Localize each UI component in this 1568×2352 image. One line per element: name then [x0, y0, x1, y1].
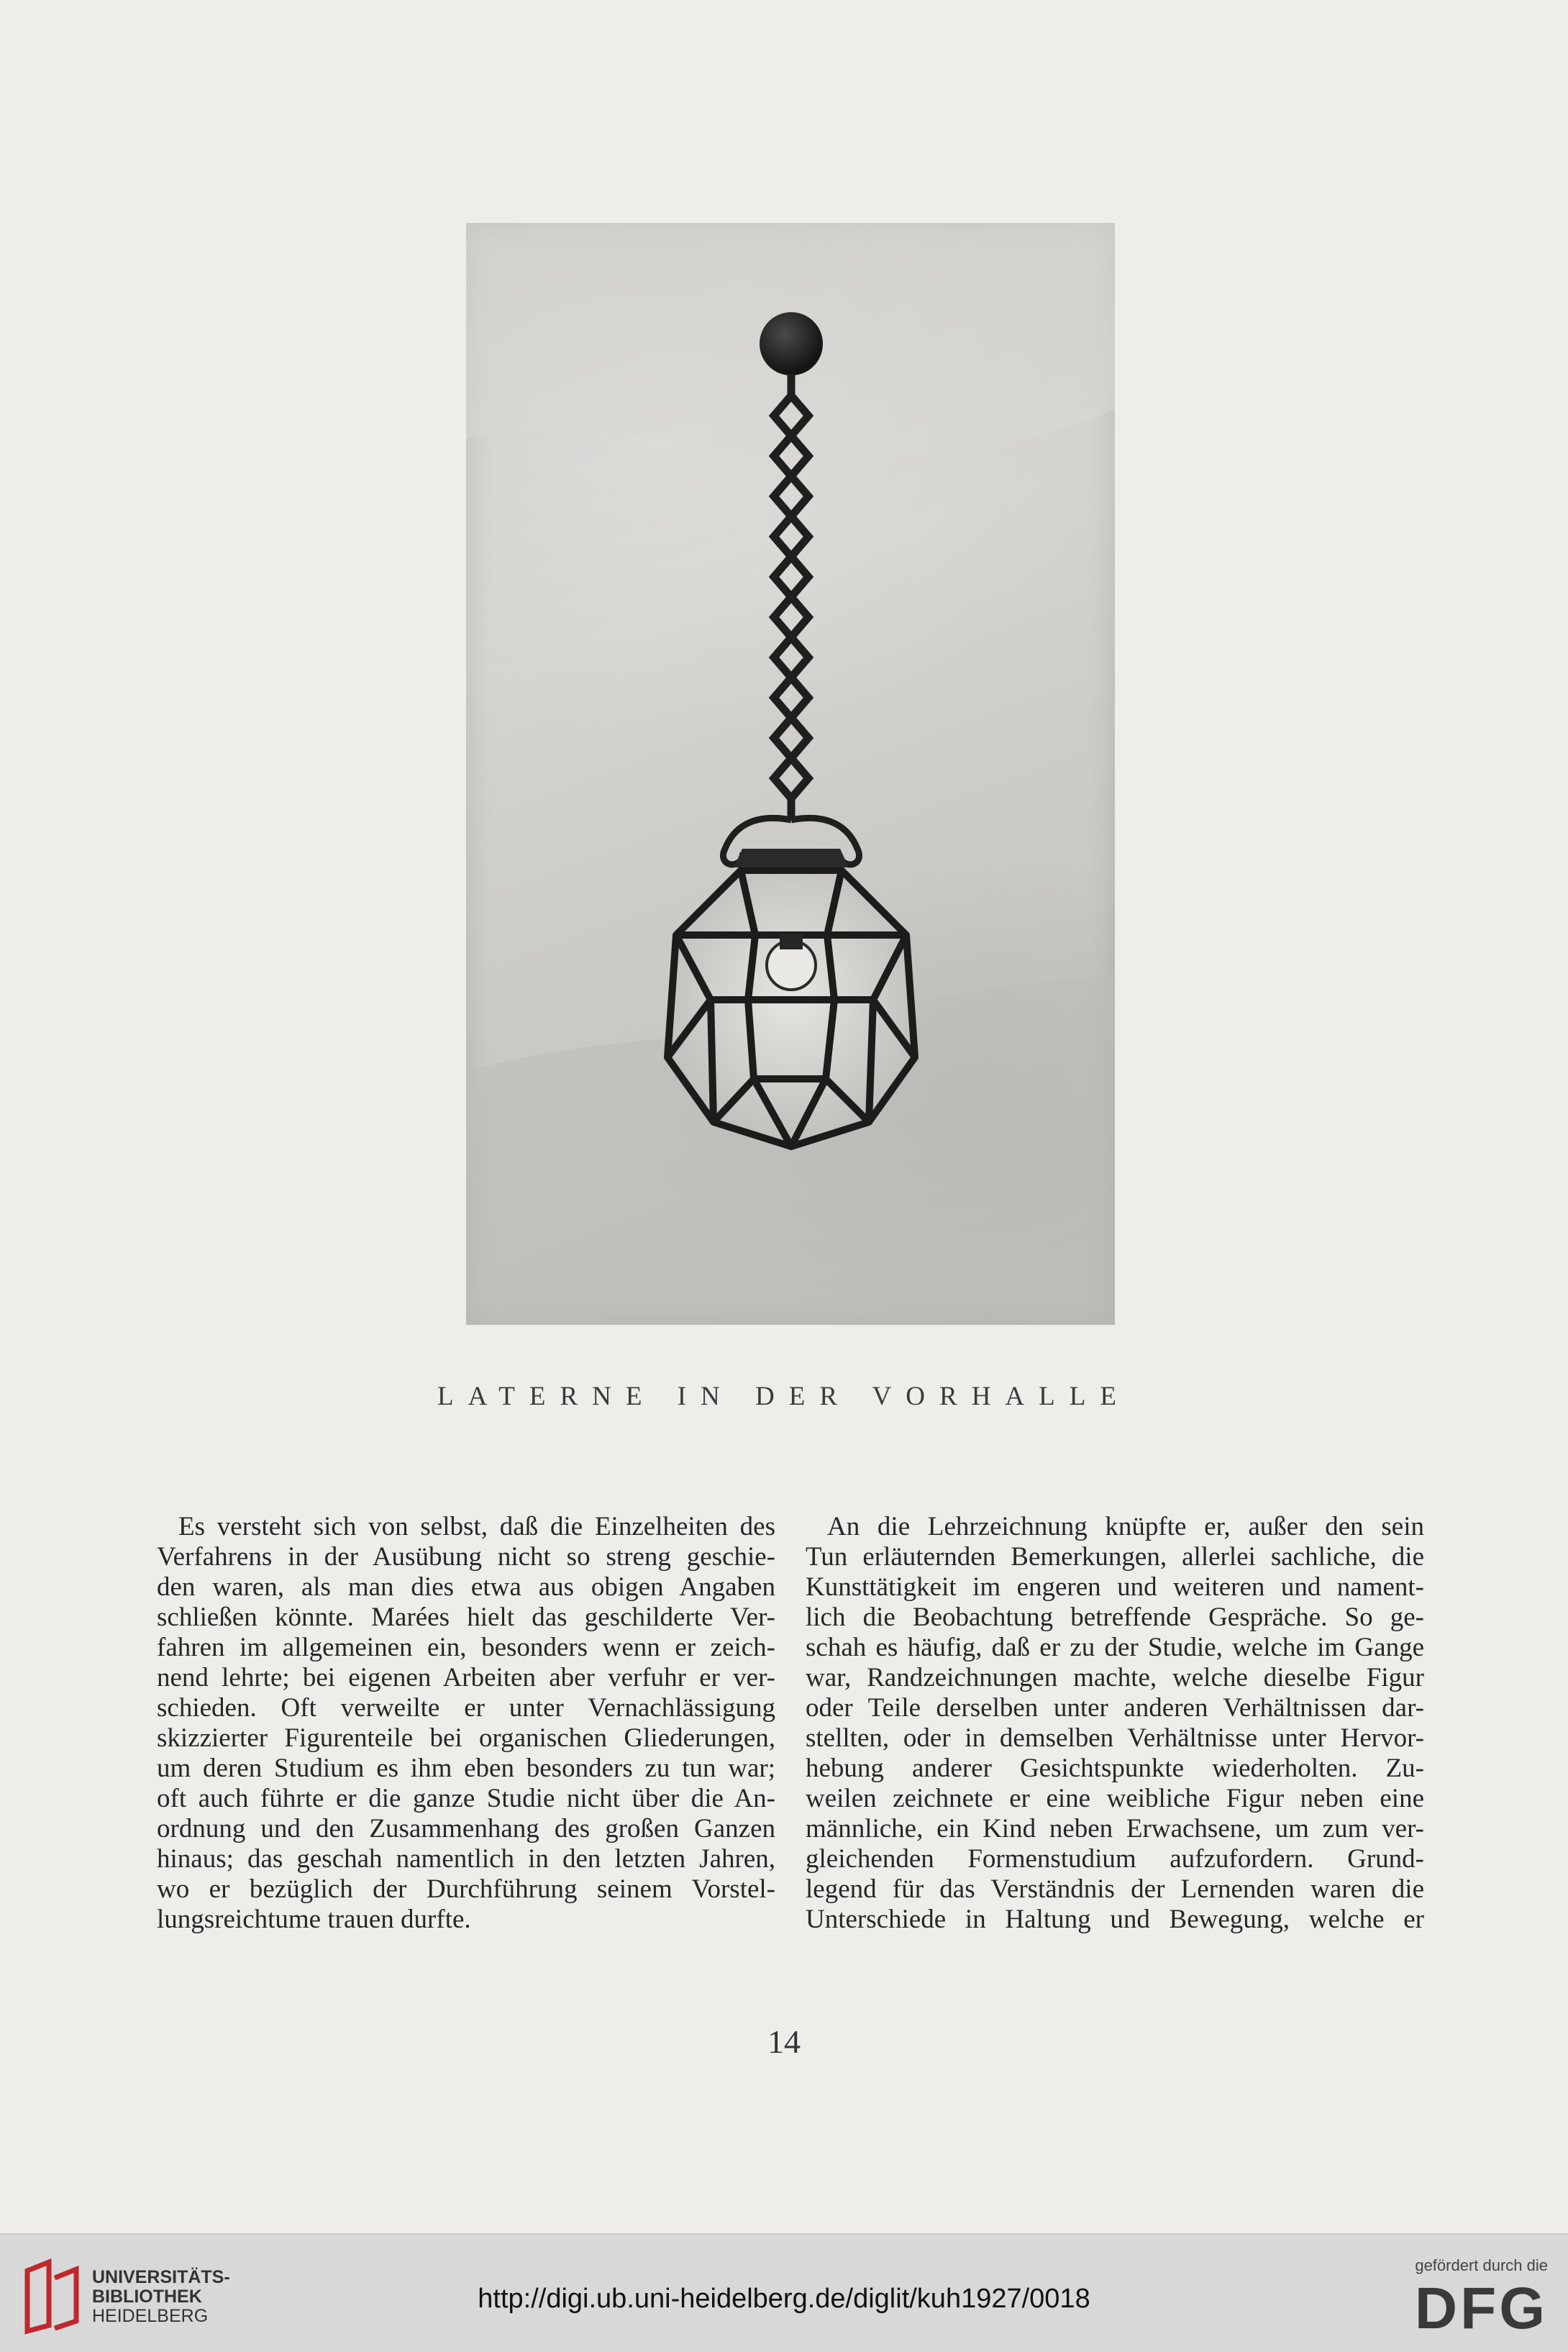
text-line: oder Teile derselben unter anderen Verhältnissen dar-: [806, 1693, 1424, 1723]
text-line: schließen könnte. Marées hielt das geschilderte Ver-: [157, 1603, 775, 1632]
text-line: weilen zeichnete er eine weibliche Figur neben eine: [806, 1784, 1424, 1813]
library-line-1: UNIVERSITÄTS-: [92, 2267, 230, 2287]
text-line: legend für das Verständnis der Lernenden waren die: [806, 1874, 1424, 1904]
figure-caption: LATERNE IN DER VORHALLE: [437, 1382, 1131, 1411]
text-line: lungsreichtume trauen durfte.: [157, 1905, 471, 1934]
text-line: stellten, oder in demselben Verhältnisse unter Hervor-: [806, 1723, 1424, 1753]
dfg-logo: DFG: [1414, 2276, 1548, 2341]
text-line: um deren Studium es ihm eben besonders zu tun war;: [157, 1754, 775, 1783]
text-line: lich die Beobachtung betreffende Gespräche. So ge-: [806, 1603, 1424, 1632]
text-line: oft auch führte er die ganze Studie nicht über die An-: [157, 1784, 775, 1813]
text-line: männliche, ein Kind neben Erwachsene, um zum ver-: [806, 1814, 1424, 1843]
text-line: schah es häufig, daß er zu der Studie, welche im Gange: [806, 1633, 1424, 1662]
funded-by-label: gefördert durch die: [1415, 2256, 1548, 2274]
left-text-column: [157, 1512, 775, 1935]
document-url-link[interactable]: http://digi.ub.uni-heidelberg.de/diglit/kuh1927/0018: [478, 2284, 1090, 2314]
lantern-photograph: [466, 223, 1115, 1325]
page-number: 14: [767, 2023, 801, 2060]
text-line: skizzierter Figurenteile bei organischen Gliederungen,: [157, 1723, 775, 1753]
text-line: nend lehrte; bei eigenen Arbeiten aber verfuhr er ver-: [157, 1663, 775, 1692]
text-line: schieden. Oft verweilte er unter Vernachlässigung: [157, 1693, 775, 1723]
right-text-column: [806, 1512, 1424, 1935]
library-line-3: HEIDELBERG: [92, 2306, 209, 2326]
text-line: gleichenden Formenstudium aufzufordern. Grund-: [806, 1844, 1424, 1874]
text-line: hebung anderer Gesichtspunkte wiederholten. Zu-: [806, 1754, 1424, 1783]
text-line: hinaus; das geschah namentlich in den letzten Jahren,: [157, 1844, 775, 1874]
library-line-2: BIBLIOTHEK: [92, 2287, 202, 2307]
text-line: Unterschiede in Haltung und Bewegung, welche er: [806, 1905, 1424, 1934]
hanging-lantern-photo: [466, 223, 1115, 1325]
text-line: Verfahrens in der Ausübung nicht so streng geschie-: [157, 1542, 775, 1572]
text-line: den waren, als man dies etwa aus obigen Angaben: [157, 1572, 775, 1602]
footer-bar: [0, 2233, 1568, 2352]
text-line: wo er bezüglich der Durchführung seinem Vorstel-: [157, 1874, 775, 1904]
text-line: Es versteht sich von selbst, daß die Einzelheiten des: [178, 1512, 775, 1541]
text-line: An die Lehrzeichnung knüpfte er, außer den sein: [827, 1512, 1424, 1541]
text-line: Tun erläuternden Bemerkungen, allerlei sachliche, die: [806, 1542, 1424, 1572]
text-line: war, Randzeichnungen machte, welche dieselbe Figur: [806, 1663, 1424, 1692]
text-line: fahren im allgemeinen ein, besonders wenn er zeich-: [157, 1633, 775, 1662]
text-line: ordnung und den Zusammenhang des großen Ganzen: [157, 1814, 775, 1843]
text-line: Kunsttätigkeit im engeren und weiteren und nament-: [806, 1572, 1424, 1602]
